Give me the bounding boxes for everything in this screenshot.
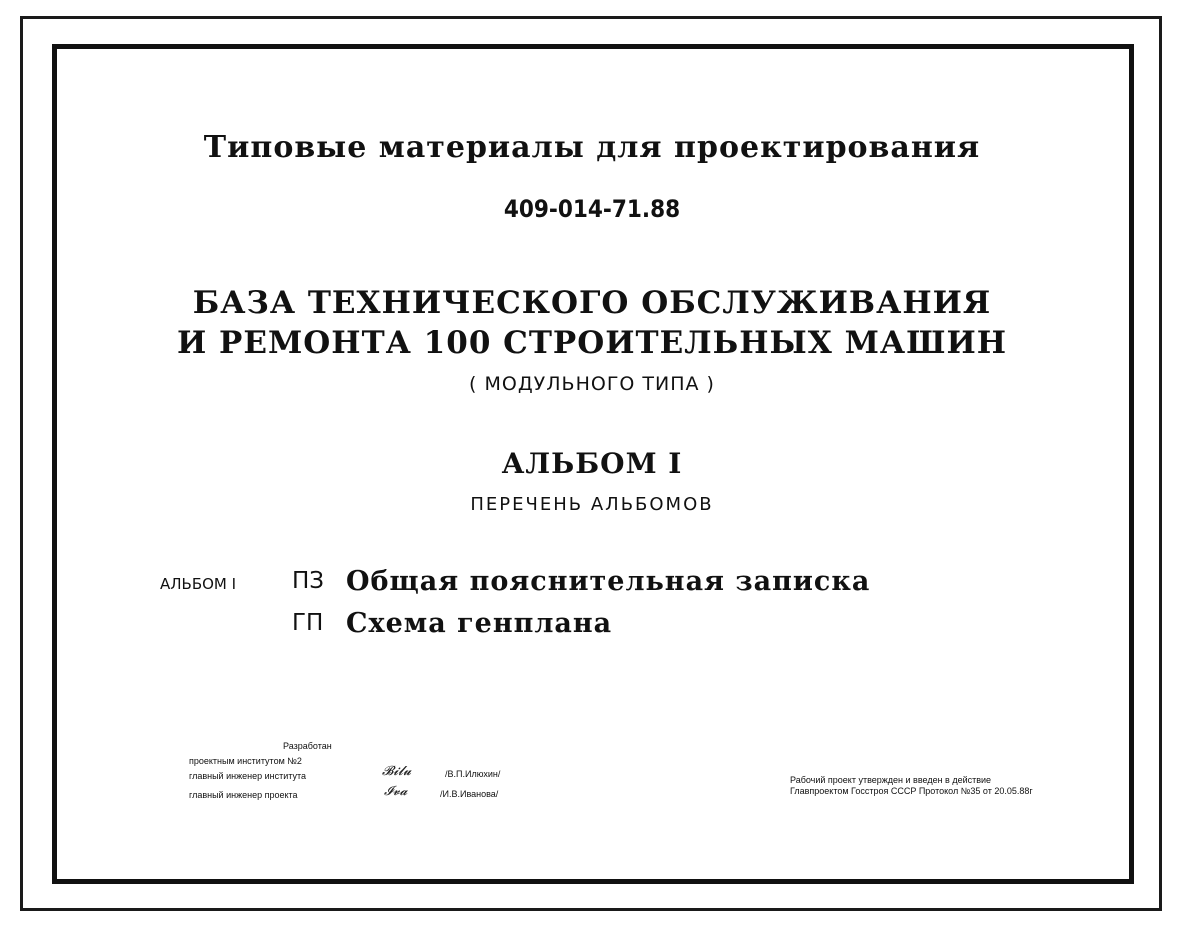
project-name-line-1: БАЗА ТЕХНИЧЕСКОГО ОБСЛУЖИВАНИЯ: [192, 285, 992, 321]
developer-institute: проектным институтом №2: [189, 756, 302, 766]
approval-line-1: Рабочий проект утвержден и введен в действие: [790, 775, 992, 785]
album-item-title: Схема генплана: [346, 608, 613, 639]
album-list: [160, 566, 920, 656]
project-name-line-2: И РЕМОНТА 100 СТРОИТЕЛЬНЫХ МАШИН: [176, 325, 1008, 361]
album-subheading: ПЕРЕЧЕНЬ АЛЬБОМОВ: [470, 494, 714, 515]
signature-1: 𝓑𝓲𝓵𝓾: [382, 764, 412, 779]
chief-engineer-project-name: /И.В.Иванова/: [440, 789, 499, 799]
chief-engineer-institute-name: /В.П.Илюхин/: [445, 769, 501, 779]
album-list-label: АЛЬБОМ I: [160, 575, 237, 593]
document-code: 409-014-71.88: [503, 195, 681, 223]
project-subtitle: ( МОДУЛЬНОГО ТИПА ): [469, 373, 715, 395]
developer-heading: Разработан: [283, 741, 332, 751]
approval-line-2: Главпроектом Госстроя СССР Протокол №35 от 20.05.88г: [790, 786, 1033, 796]
album-item-title: Общая пояснительная записка: [346, 566, 871, 597]
album-item-code: ПЗ: [292, 568, 325, 594]
album-item-code: ГП: [292, 610, 324, 636]
signature-2: 𝓘𝓿𝓪: [384, 784, 408, 799]
chief-engineer-project-role: главный инженер проекта: [189, 790, 298, 800]
series-title: Типовые материалы для проектирования: [203, 130, 981, 165]
chief-engineer-institute-role: главный инженер института: [189, 771, 306, 781]
album-heading: АЛЬБОМ I: [501, 447, 683, 480]
